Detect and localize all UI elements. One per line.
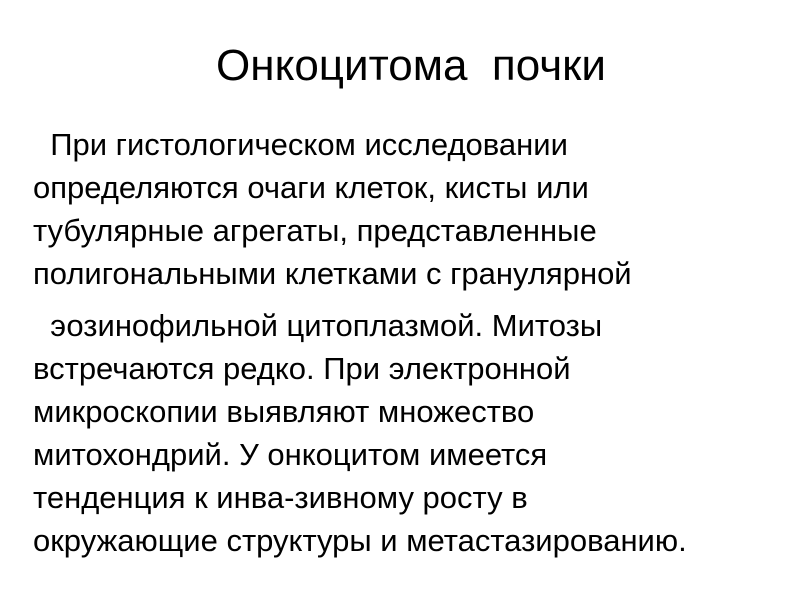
paragraph-line: эозинофильной цитоплазмой. Митозы	[33, 308, 603, 343]
body-paragraph-1	[33, 123, 793, 295]
paragraph-line: При гистологическом исследовании	[33, 127, 568, 162]
body-paragraph-2	[33, 304, 793, 562]
paragraph-line: митохондрий. У онкоцитом имеется	[33, 437, 548, 472]
paragraph-line: микроскопии выявляют множество	[33, 394, 535, 429]
paragraph-line: определяются очаги клеток, кисты или	[33, 170, 589, 205]
paragraph-line: встречаются редко. При электронной	[33, 351, 571, 386]
paragraph-line: тубулярные агрегаты, представленные	[33, 213, 597, 248]
paragraph-line: окружающие структуры и метастазированию.	[33, 523, 687, 558]
slide-title: Онкоцитома почки	[216, 41, 606, 90]
paragraph-line: полигональными клетками с гранулярной	[33, 256, 632, 291]
paragraph-line: тенденция к инва-зивному росту в	[33, 480, 528, 515]
